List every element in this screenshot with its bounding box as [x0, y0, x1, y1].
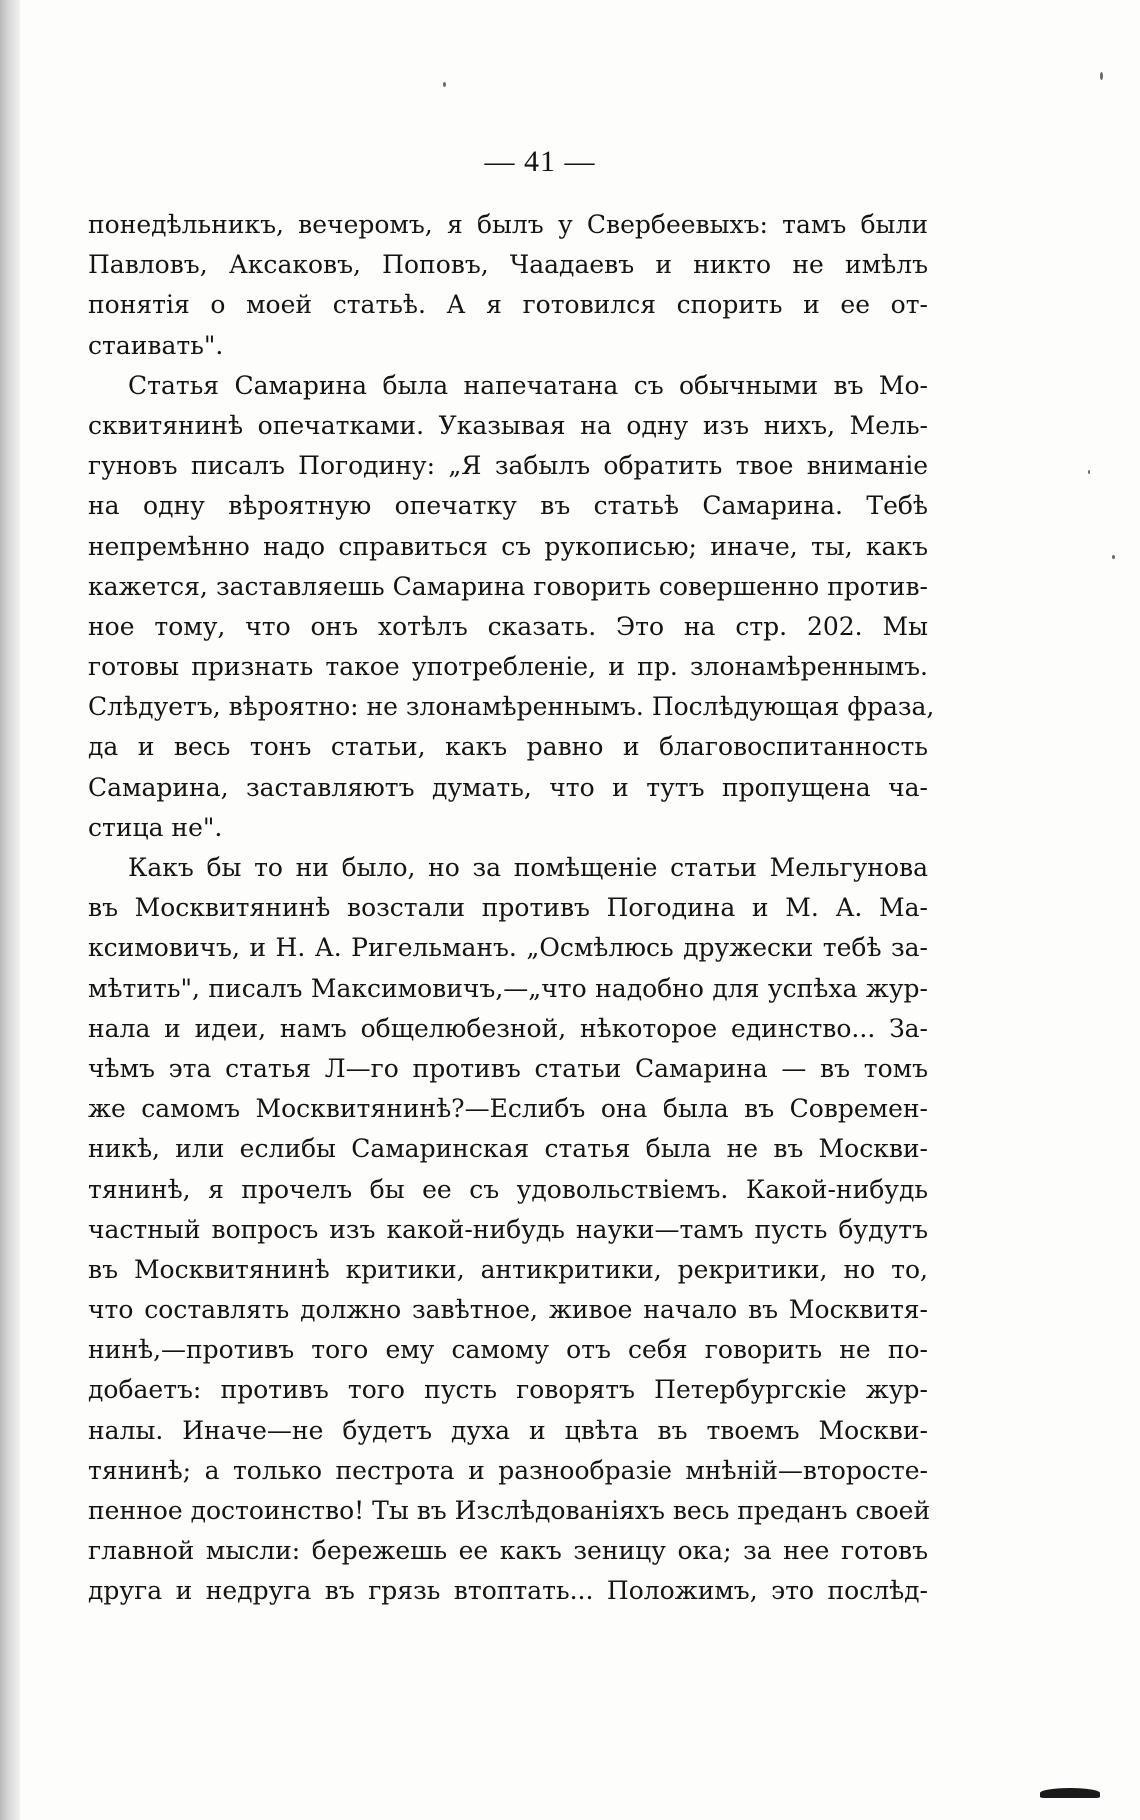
text-line: чѣмъ эта статья Л—го противъ статьи Самарина — въ томъ [88, 1053, 928, 1083]
text-line: пенное достоинство! Ты въ Изслѣдованіяхъ весь преданъ своей [88, 1496, 931, 1525]
paper-speck [1112, 555, 1115, 559]
text-line: готовы признать такое употребленіе, и пр. злонамѣреннымъ. [88, 652, 928, 682]
text-line: кажется, заставляешь Самарина говорить совершенно против- [88, 571, 928, 601]
text-line: да и весь тонъ статьи, какъ равно и благовоспитанность [88, 732, 928, 762]
text-line: на одну вѣроятную опечатку въ статьѣ Самарина. Тебѣ [88, 491, 928, 521]
text-line: въ Москвитянинѣ возстали противъ Погодина и М. А. Ма- [88, 893, 928, 923]
text-line: ксимовичъ, и Н. А. Ригельманъ. „Осмѣлюсь дружески тебѣ за- [88, 933, 928, 963]
page-number: — 41 — [484, 145, 596, 178]
paper-speck [1100, 72, 1103, 80]
text-line: никѣ, или еслибы Самаринская статья была не въ Москви- [88, 1134, 928, 1164]
paper-speck [1088, 470, 1090, 474]
text-line: стаивать". [88, 330, 224, 360]
text-line: мѣтить", писалъ Максимовичъ,—„что надобно для успѣха жур- [88, 973, 928, 1003]
text-line: добаетъ: противъ того пусть говорятъ Петербургскіе жур- [88, 1375, 928, 1405]
text-line: Слѣдуетъ, вѣроятно: не злонамѣреннымъ. Послѣдующая фраза, [88, 692, 935, 722]
text-line: стица не". [88, 812, 223, 842]
text-line: же самомъ Москвитянинѣ?—Еслибъ она была въ Современ- [88, 1094, 928, 1124]
text-line: налы. Иначе—не будетъ духа и цвѣта въ твоемъ Москви- [88, 1415, 928, 1445]
text-line: Статья Самарина была напечатана съ обычными въ Мо- [128, 370, 928, 400]
text-line: нинѣ,—противъ того ему самому отъ себя говорить не по- [88, 1335, 928, 1365]
text-line: Павловъ, Аксаковъ, Поповъ, Чаадаевъ и никто не имѣлъ [88, 250, 928, 280]
text-line: что составлять должно завѣтное, живое начало въ Москвитя- [88, 1295, 928, 1325]
text-line: частный вопросъ изъ какой-нибудь науки—тамъ пусть будутъ [88, 1214, 928, 1244]
ink-smudge [1040, 1788, 1100, 1798]
text-line: главной мысли: бережешь ее какъ зеницу ока; за нее готовъ [88, 1536, 928, 1566]
text-line: друга и недруга въ грязь втоптать... Положимъ, это послѣд- [88, 1576, 928, 1606]
text-line: Какъ бы то ни было, но за помѣщеніе статьи Мельгунова [128, 853, 928, 882]
page-binding-edge [0, 0, 20, 1820]
text-line: сквитянинѣ опечатками. Указывая на одну изъ нихъ, Мель- [88, 410, 928, 440]
text-line: понятія о моей статьѣ. А я готовился спорить и ее от- [88, 290, 928, 320]
text-line: тянинѣ, я прочелъ бы ее съ удовольствіемъ. Какой-нибудь [88, 1174, 928, 1204]
paper-speck [443, 82, 446, 87]
text-line: понедѣльникъ, вечеромъ, я былъ у Свербеевыхъ: тамъ были [88, 210, 928, 239]
text-line: въ Москвитянинѣ критики, антикритики, рекритики, но то, [88, 1254, 928, 1284]
text-line: гуновъ писалъ Погодину: „Я забылъ обратить твое вниманіе [88, 451, 928, 481]
body-text [88, 205, 935, 1612]
text-line: нала и идеи, намъ общелюбезной, нѣкоторое единство... За- [88, 1013, 928, 1043]
text-line: тянинѣ; а только пестрота и разнообразіе мнѣній—второсте- [88, 1455, 928, 1485]
text-line: ное тому, что онъ хотѣлъ сказать. Это на стр. 202. Мы [88, 611, 928, 641]
text-line: непремѣнно надо справиться съ рукописью; иначе, ты, какъ [88, 531, 928, 561]
text-line: Самарина, заставляютъ думать, что и тутъ пропущена ча- [88, 772, 928, 802]
